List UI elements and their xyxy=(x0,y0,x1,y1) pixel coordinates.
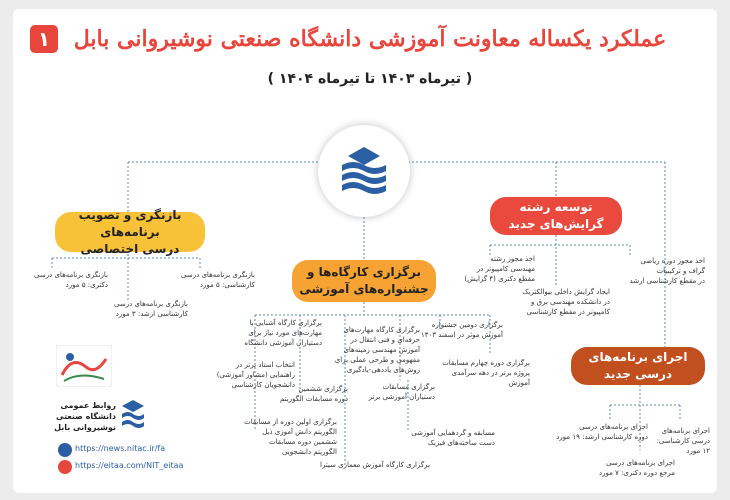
leaf-bsc-revision: بازنگری برنامه‌های درسی کارشناسی: ۵ مورد xyxy=(181,271,255,289)
node-new-programs: اجرای برنامه‌های درسی جدید xyxy=(571,347,705,385)
government-week-logo-icon xyxy=(56,345,112,387)
leaf-msc-revision: بازنگری برنامه‌های درسی کارشناسی ارشد: ۳ مورد xyxy=(114,300,188,318)
leaf-school-algorithm-contest: برگزاری اولین دوره از مسابقات الگوریتم دانش آموزی ذیل ششمین دوره مسابقات الگوریتم دانشجویی xyxy=(244,418,337,456)
pr-org-line2: دانشگاه صنعتی xyxy=(55,412,116,421)
news-url-link[interactable]: https://news.nitac.ir/fa xyxy=(75,444,166,453)
leaf-new-bsc: اجرای برنامه‌های درسی کارشناسی: ۱۲ مورد xyxy=(656,427,710,455)
government-week-logo xyxy=(56,345,112,387)
leaf-citra-workshop: برگزاری کارگاه آموزش معماری سیترا xyxy=(320,461,430,469)
pr-logo-icon xyxy=(118,398,148,430)
leaf-bioelectric: ایجاد گرایش داخلی بیوالکتریک در دانشکده مهندسی برق و کامپیوتر در مقطع کارشناسی xyxy=(522,288,610,316)
leaf-new-phd: اجرای برنامه‌های درسی مرجع دوره دکتری: ۷ مورد xyxy=(598,459,675,477)
leaf-graph-combinatorics: اخذ مجوز دوره ریاضی گراف و ترکیبیات در مقطع کارشناسی ارشد xyxy=(629,257,705,285)
leaf-effective-teaching-festival: برگزاری دومین جشنواره آموزش موثر در اسفند ۱۴۰۳ xyxy=(421,321,503,339)
leaf-new-msc: اجرای برنامه‌های درسی دوره کارشناسی ارشد: ۱۹ مورد xyxy=(556,423,648,441)
node-workshops-festivals: برگزاری کارگاه‌ها و جشنواره‌های آموزشی xyxy=(292,260,436,302)
university-logo-icon xyxy=(318,125,410,217)
eitaa-icon xyxy=(58,460,72,474)
section-number-badge: ۱ xyxy=(30,25,58,53)
leaf-best-assistants-contest: برگزاری مسابقات دستیاران آموزشی برتر xyxy=(368,383,435,401)
leaf-algorithm-contest: برگزاری ششمین دوره مسابقات الگوریتم xyxy=(280,385,348,403)
node-program-revision: بازنگری و تصویب برنامه‌های درسی اختصاصی xyxy=(55,212,205,252)
globe-icon xyxy=(58,443,72,457)
page-title: عملکرد یکساله معاونت آموزشی دانشگاه صنعتی نوشیروانی بابل xyxy=(73,26,667,52)
leaf-best-advisor: انتخاب استاد برتر در راهنمایی (مشاور آموزشی) دانشجویان کارشناسی xyxy=(216,361,295,389)
leaf-best-project-contest: برگزاری دوره چهارم مسابقات پروژه برتر در دهه سرآمدی آموزش xyxy=(442,359,530,387)
pr-org-line3: نوشیروانی بابل xyxy=(54,423,116,432)
university-logo xyxy=(318,125,410,217)
leaf-physics-handmade: مسابقه و گردهمایی آموزشی دست ساخته‌های فیزیک xyxy=(411,429,495,447)
leaf-workshop-skills: برگزاری کارگاه مهارت‌های حرفه‌ای و فنی انتقال در آموزش مهندسی زمینه‌های مفهومی و طرحی عملی برای روش‌های یاددهی-یادگیری xyxy=(334,326,420,374)
pr-org-line1: روابط عمومی xyxy=(60,401,116,410)
leaf-workshop-assistants: برگزاری کارگاه آشنایی با مهارت‌های مورد نیاز برای دستیاران آموزشی دانشگاه xyxy=(244,319,322,347)
node-new-fields: توسعه رشته گرایش‌های جدید xyxy=(490,197,622,235)
eitaa-url-link[interactable]: https://eitaa.com/NIT_eitaa xyxy=(75,461,184,470)
leaf-phd-revision: بازنگری برنامه‌های درسی دکتری: ۵ مورد xyxy=(34,271,108,289)
leaf-computer-phd: اخذ مجوز رشته مهندسی کامپیوتر در مقطع دکتری (۴ گرایش) xyxy=(464,255,535,283)
date-range-subtitle: ( تیرماه ۱۴۰۳ تا تیرماه ۱۴۰۴ ) xyxy=(267,71,473,87)
